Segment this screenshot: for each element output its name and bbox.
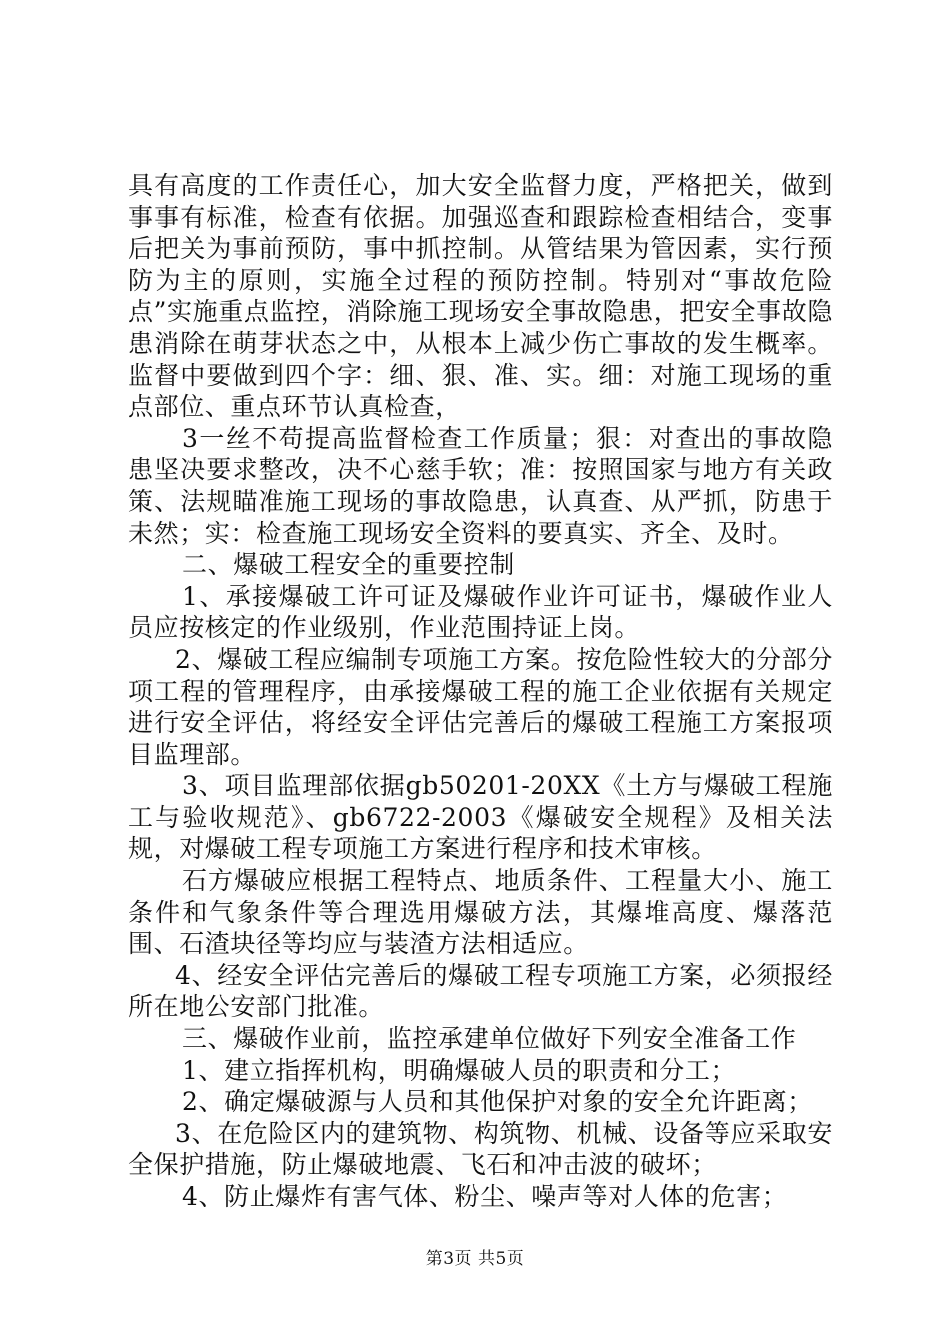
paragraph-prep-2-distance: 2、确定爆破源与人员和其他保护对象的安全允许距离； [182, 1087, 813, 1117]
paragraph-supervision-duty: 具有高度的工作责任心，加大安全监督力度，严格把关，做到事事有标准，检查有依据。加强巡查和跟踪检查相结合，变事后把关为事前预防，事中抓控制。从管结果为管因素，实行预防为主的原则，实施全过程的预防控制。特别对“事故危险点”实施重点监控，消除施工现场安全事故隐患，把安全事故隐患消除在萌芽状态之中，从根本上减少伤亡事故的发生概率。监督中要做到四个字：细、狠、准、实。细：对施工现场的重点部位、重点环节认真检查， [128, 171, 833, 422]
paragraph-prep-3-protection: 3、在危险区内的建筑物、构筑物、机械、设备等应采取安全保护措施，防止爆破地震、飞石和冲击波的破坏； [128, 1118, 833, 1180]
paragraph-rock-blasting: 石方爆破应根据工程特点、地质条件、工程量大小、施工条件和气象条件等合理选用爆破方法，其爆堆高度、爆落范围、石渣块径等均应与装渣方法相适应。 [128, 866, 833, 959]
paragraph-prep-1-command: 1、建立指挥机构，明确爆破人员的职责和分工； [182, 1055, 737, 1085]
section-heading-blasting-control: 二、爆破工程安全的重要控制 [182, 550, 515, 580]
paragraph-inspection-quality: 3一丝不苟提高监督检查工作质量；狠：对查出的事故隐患坚决要求整改，决不心慈手软；准：按照国家与地方有关政策、法规瞄准施工现场的事故隐患，认真查、从严抓，防患于未然；实：检查施工现场安全资料的要真实、齐全、及时。 [128, 423, 833, 548]
paragraph-prep-4-hazards: 4、防止爆炸有害气体、粉尘、噪声等对人体的危害； [182, 1182, 788, 1211]
paragraph-item-3-review: 3、项目监理部依据gb50201-20XX《土方与爆破工程施工与验收规范》、gb6722-2003《爆破安全规程》及相关法规，对爆破工程专项施工方案进行程序和技术审核。 [128, 771, 833, 864]
document-body [128, 170, 833, 1213]
section-heading-preparation: 三、爆破作业前，监控承建单位做好下列安全准备工作 [182, 1024, 797, 1054]
page-number-footer: 第3页 共5页 [425, 1249, 525, 1269]
paragraph-item-2-plan: 2、爆破工程应编制专项施工方案。按危险性较大的分部分项工程的管理程序，由承接爆破工程的施工企业依据有关规定进行安全评估，将经安全评估完善后的爆破工程施工方案报项目监理部。 [128, 644, 833, 769]
paragraph-item-1-permits: 1、承接爆破工许可证及爆破作业许可证书，爆破作业人员应按核定的作业级别，作业范围持证上岗。 [128, 581, 833, 643]
paragraph-item-4-approval: 4、经安全评估完善后的爆破工程专项施工方案，必须报经所在地公安部门批准。 [128, 960, 833, 1022]
